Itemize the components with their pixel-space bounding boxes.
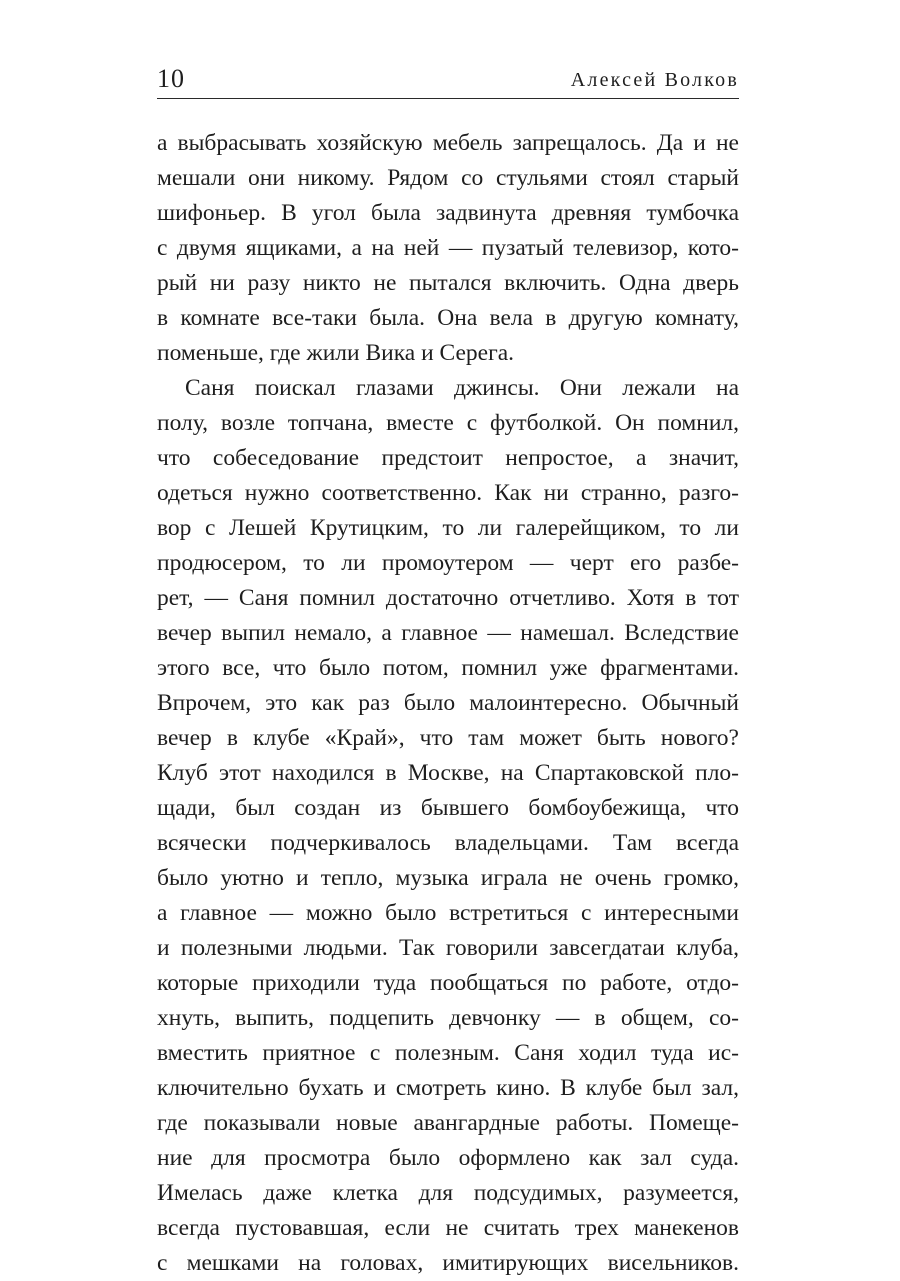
- text-line: всегда пустовавшая, если не считать трех манекенов: [157, 1215, 739, 1241]
- text-line: вечер в клубе «Край», что там может быть нового?: [157, 725, 739, 751]
- text-line: с двумя ящиками, а на ней — пузатый телевизор, кото-: [157, 235, 739, 261]
- text-line: шифоньер. В угол была задвинута древняя тумбочка: [157, 200, 739, 226]
- text-line: и полезными людьми. Так говорили завсегдатаи клуба,: [157, 935, 739, 961]
- text-line: вор с Лешей Крутицким, то ли галерейщиком, то ли: [157, 515, 739, 541]
- page-number: 10: [157, 64, 185, 93]
- text-line: всячески подчеркивалось владельцами. Там всегда: [157, 830, 739, 856]
- text-line: полу, возле топчана, вместе с футболкой. Он помнил,: [157, 410, 739, 436]
- text-line: Впрочем, это как раз было малоинтересно. Обычный: [157, 690, 739, 716]
- text-line: ние для просмотра было оформлено как зал суда.: [157, 1145, 739, 1171]
- text-line: в комнате все-таки была. Она вела в другую комнату,: [157, 305, 739, 331]
- text-line: вечер выпил немало, а главное — намешал. Вследствие: [157, 620, 739, 646]
- text-line: вместить приятное с полезным. Саня ходил туда ис-: [157, 1040, 739, 1066]
- text-line: было уютно и тепло, музыка играла не очень громко,: [157, 865, 739, 891]
- text-line: которые приходили туда пообщаться по работе, отдо-: [157, 970, 739, 996]
- text-line: что собеседование предстоит непростое, а значит,: [157, 445, 739, 471]
- text-line: Саня поискал глазами джинсы. Они лежали на: [185, 375, 739, 401]
- text-line: мешали они никому. Рядом со стульями стоял старый: [157, 165, 739, 191]
- text-line: одеться нужно соответственно. Как ни странно, разго-: [157, 480, 739, 506]
- running-header: [157, 62, 739, 99]
- body-text: [157, 126, 739, 1281]
- text-line: а выбрасывать хозяйскую мебель запрещалось. Да и не: [157, 130, 739, 156]
- text-line: Клуб этот находился в Москве, на Спартаковской пло-: [157, 760, 739, 786]
- text-line: хнуть, выпить, подцепить девчонку — в общем, со-: [157, 1005, 739, 1031]
- text-line: этого все, что было потом, помнил уже фрагментами.: [157, 655, 739, 681]
- text-line: рет, — Саня помнил достаточно отчетливо. Хотя в тот: [157, 585, 739, 611]
- text-line: где показывали новые авангардные работы. Помеще-: [157, 1110, 739, 1136]
- text-line: щади, был создан из бывшего бомбоубежища, что: [157, 795, 739, 821]
- text-line: ключительно бухать и смотреть кино. В клубе был зал,: [157, 1075, 739, 1101]
- text-line: поменьше, где жили Вика и Серега.: [157, 340, 515, 366]
- text-line: рый ни разу никто не пытался включить. Одна дверь: [157, 270, 739, 296]
- running-title-author: Алексей Волков: [570, 69, 739, 91]
- text-line: продюсером, то ли промоутером — черт его разбе-: [157, 550, 739, 576]
- book-page: [157, 0, 739, 1276]
- text-line: с мешками на головах, имитирующих висельников.: [157, 1250, 739, 1276]
- text-line: Имелась даже клетка для подсудимых, разумеется,: [157, 1180, 739, 1206]
- text-line: а главное — можно было встретиться с интересными: [157, 900, 739, 926]
